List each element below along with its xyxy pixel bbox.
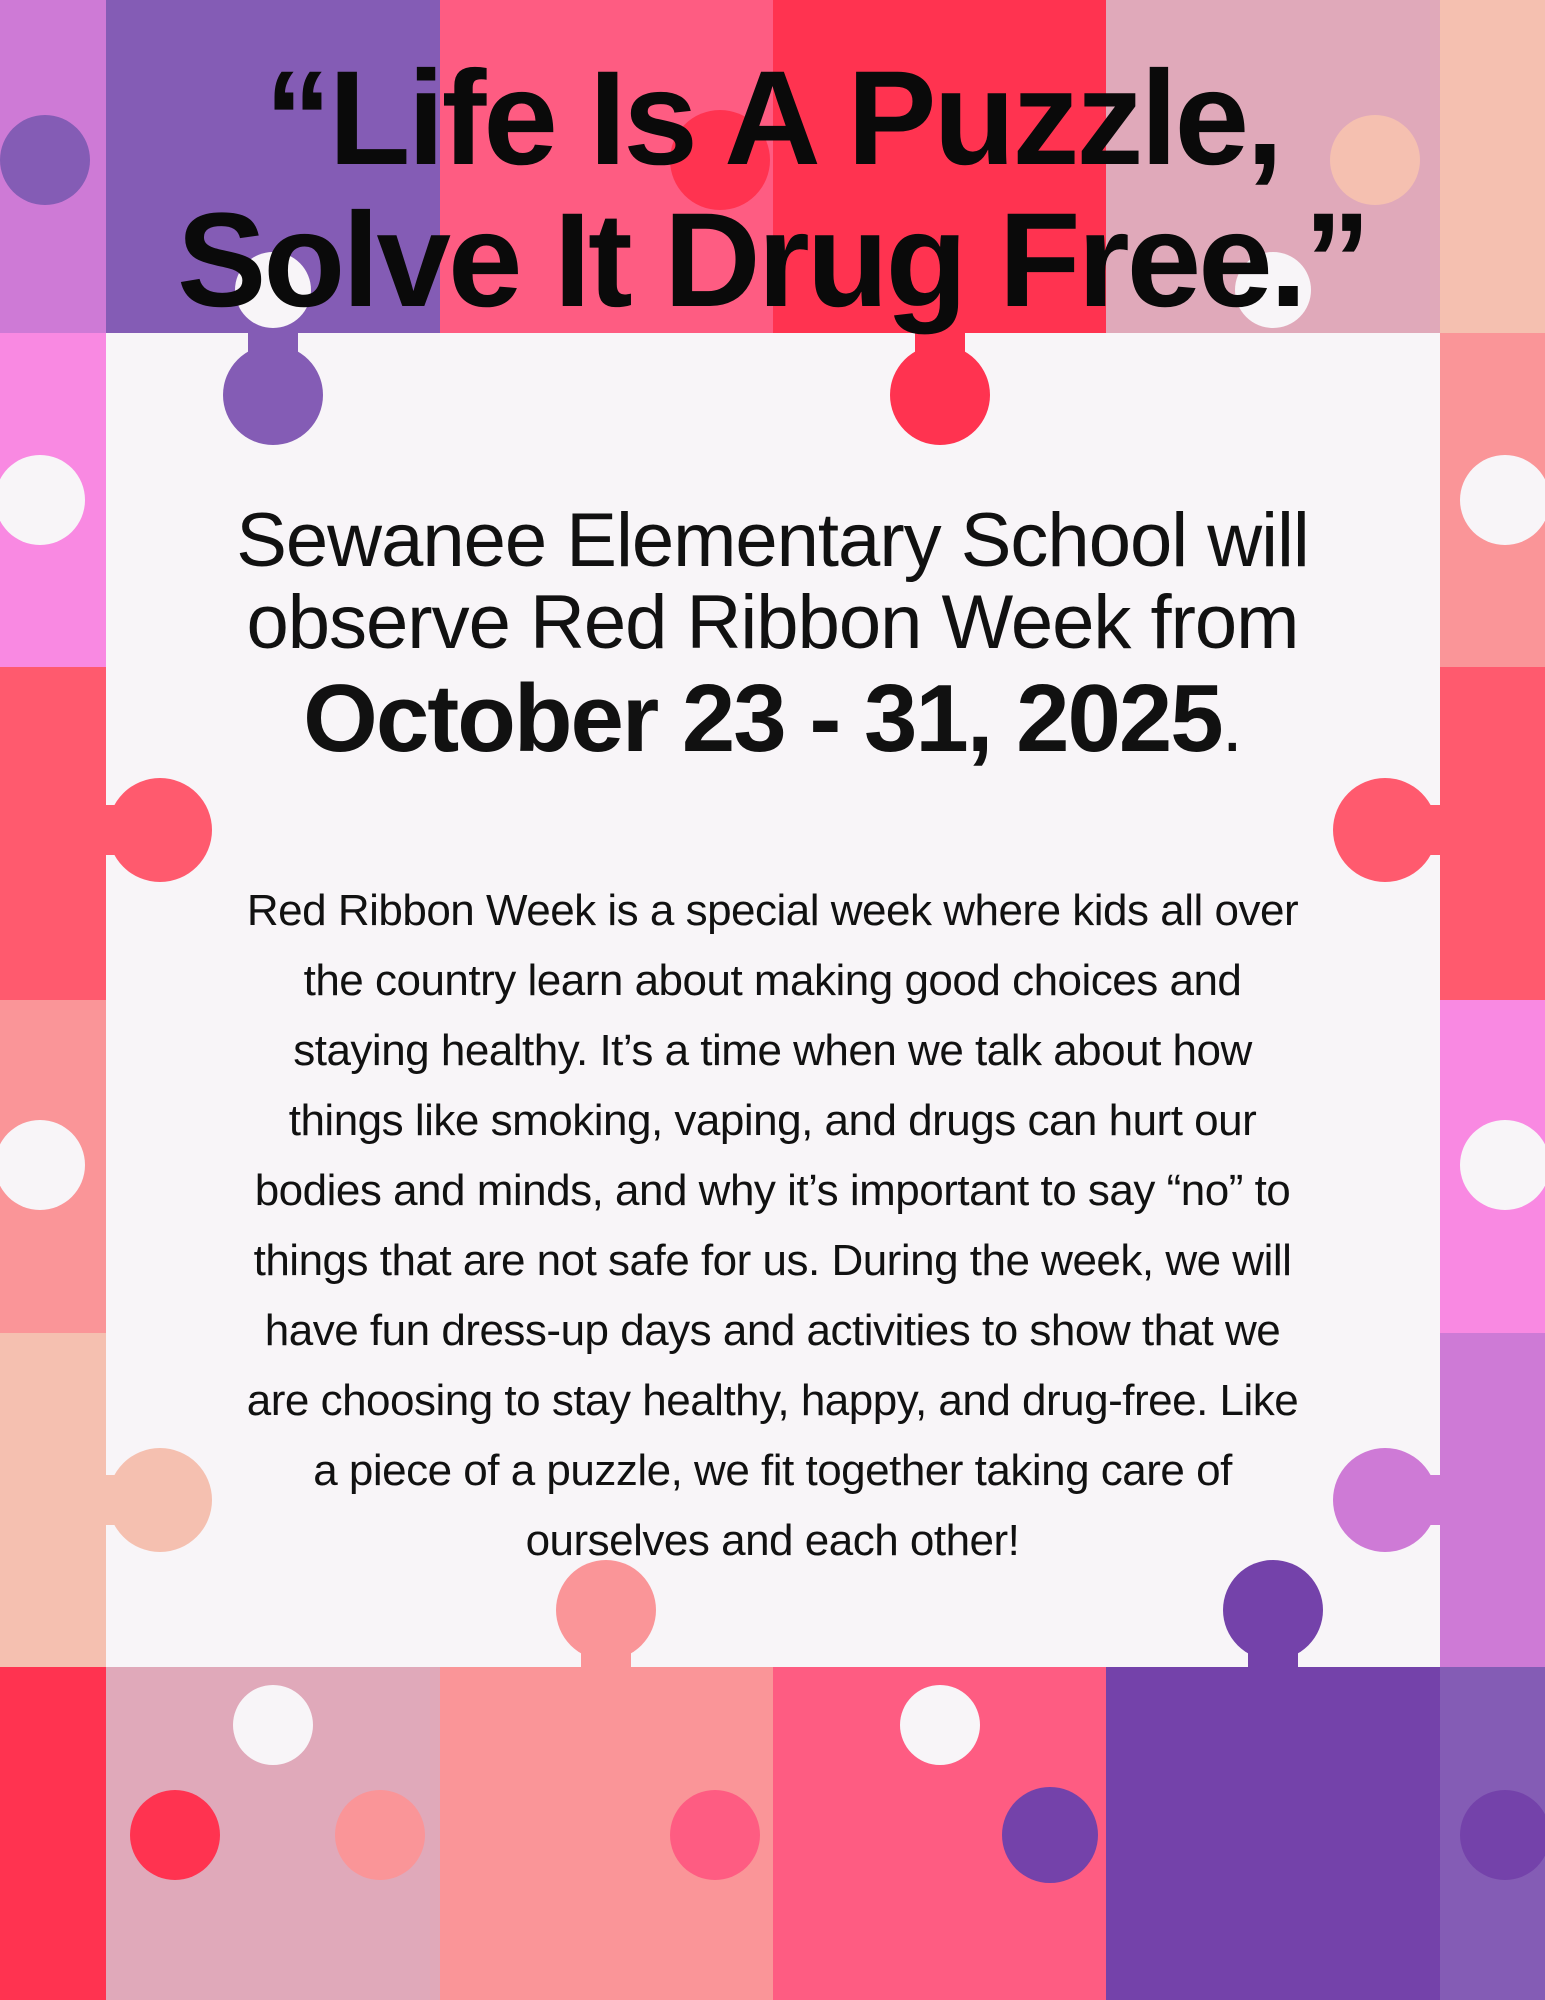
announcement: [150, 500, 1395, 774]
description-line: the country learn about making good choices and: [303, 956, 1242, 1005]
headline: [0, 44, 1545, 335]
description-line: are choosing to stay healthy, happy, and drug-free. Like: [246, 1376, 1299, 1425]
puzzle-piece: [1440, 667, 1545, 1000]
announcement-line-2: observe Red Ribbon Week from: [246, 580, 1299, 665]
description-line: have fun dress-up days and activities to show that we: [264, 1306, 1281, 1355]
event-dates: October 23 - 31, 2025: [303, 665, 1222, 772]
description-line: Red Ribbon Week is a special week where kids all over: [246, 886, 1299, 935]
event-dates-period: .: [1221, 683, 1242, 768]
announcement-line-1: Sewanee Elementary School will: [236, 498, 1309, 583]
puzzle-piece: [0, 667, 106, 1000]
description-paragraph: [150, 876, 1395, 1576]
puzzle-piece: [1106, 1667, 1440, 2000]
description-line: things like smoking, vaping, and drugs can hurt our: [288, 1096, 1257, 1145]
description-line: things that are not safe for us. During the week, we will: [253, 1236, 1292, 1285]
puzzle-piece: [0, 1333, 106, 1667]
description-line: a piece of a puzzle, we fit together taking care of: [313, 1446, 1232, 1495]
description-line: staying healthy. It’s a time when we talk about how: [293, 1026, 1252, 1075]
headline-line-2: Solve It Drug Free.”: [177, 186, 1368, 335]
description-line: ourselves and each other!: [525, 1516, 1020, 1565]
puzzle-piece: [0, 1667, 106, 2000]
description-line: bodies and minds, and why it’s important to say “no” to: [254, 1166, 1291, 1215]
headline-line-1: “Life Is A Puzzle,: [264, 44, 1281, 193]
puzzle-piece: [1440, 1333, 1545, 1667]
event-dates-line: [150, 664, 1395, 774]
